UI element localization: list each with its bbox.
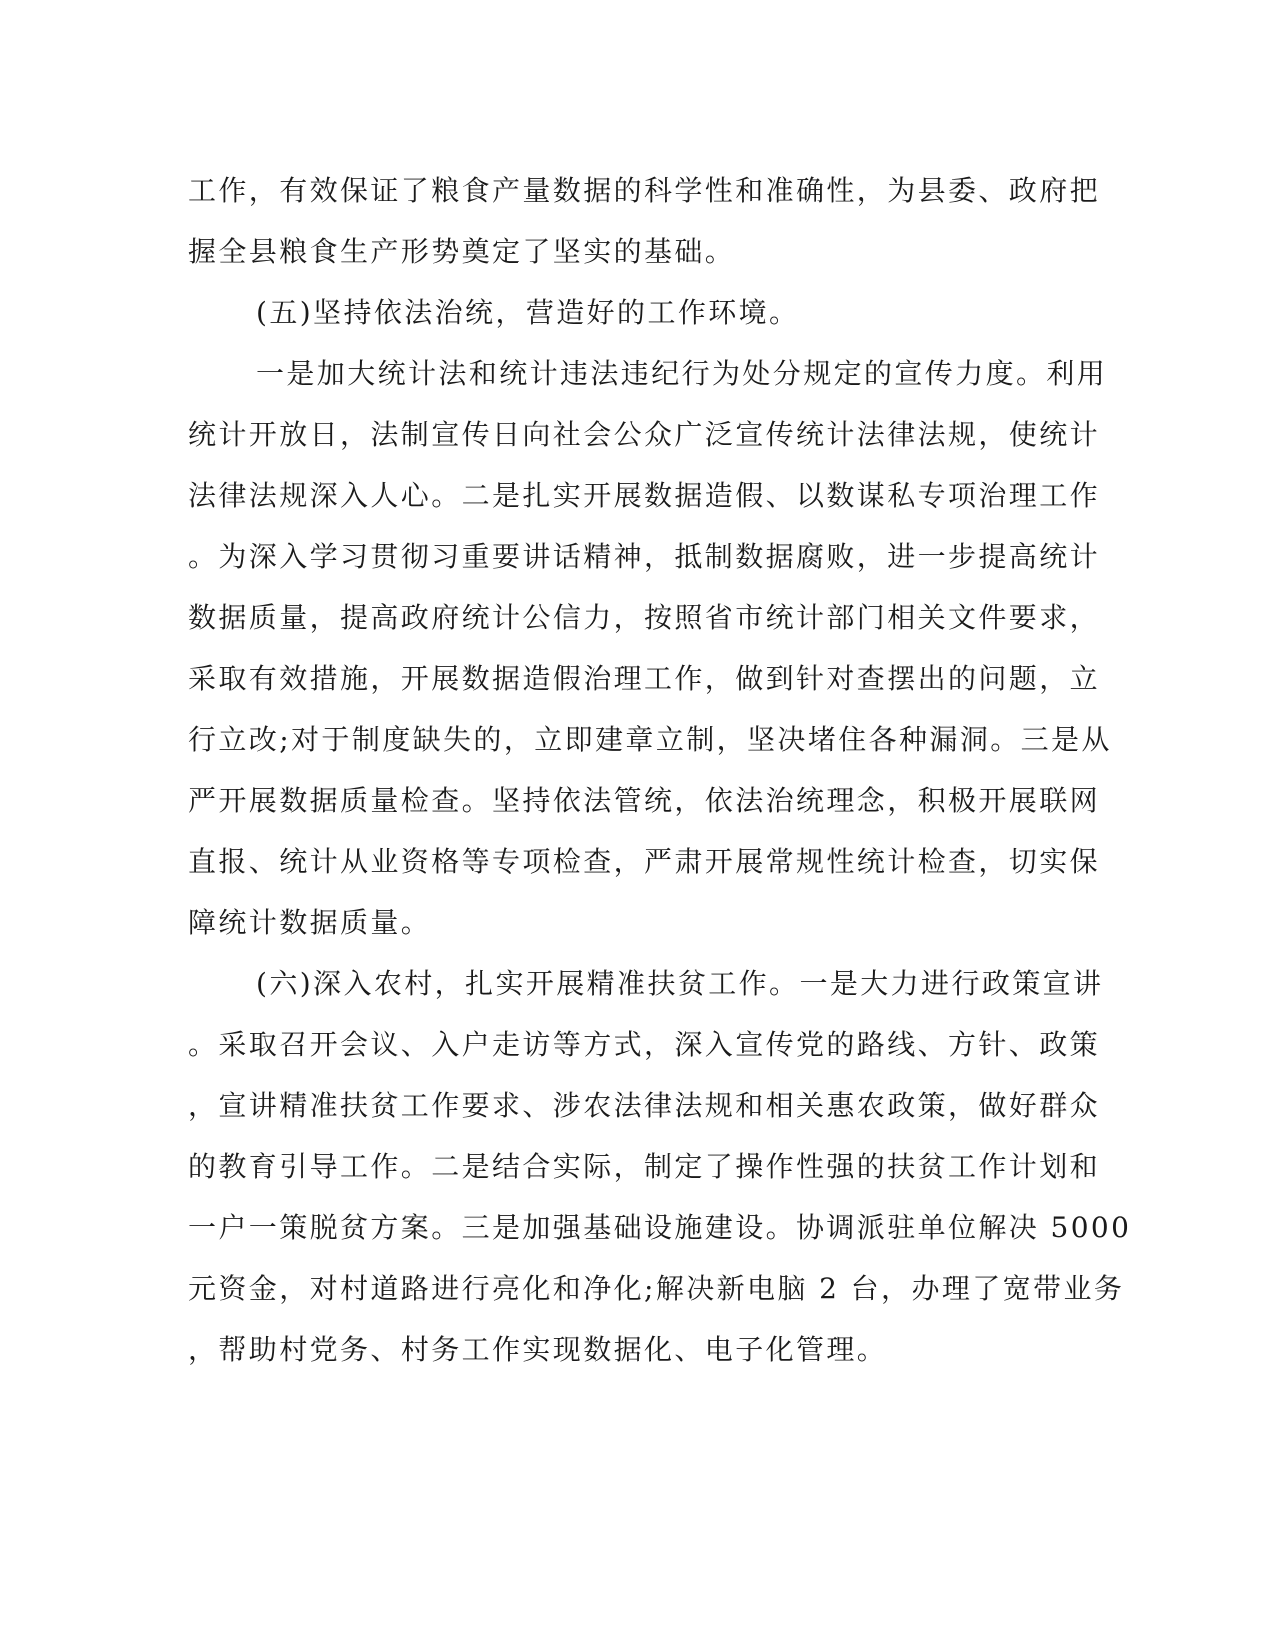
- text-line: 。采取召开会议、入户走访等方式，深入宣传党的路线、方针、政策: [188, 1028, 1101, 1061]
- text-line: ，宣讲精准扶贫工作要求、涉农法律法规和相关惠农政策，做好群众: [188, 1089, 1101, 1122]
- section-heading-six: (六)深入农村，扎实开展精准扶贫工作。一是大力进行政策宣讲: [256, 967, 1104, 1000]
- section-heading-five: (五)坚持依法治统，营造好的工作环境。: [256, 296, 800, 329]
- paragraph-start: 一是加大统计法和统计违法违纪行为处分规定的宣传力度。利用: [256, 357, 1108, 390]
- text-line: 严开展数据质量检查。坚持依法管统，依法治统理念，积极开展联网: [188, 784, 1101, 817]
- text-line: 统计开放日，法制宣传日向社会公众广泛宣传统计法律法规，使统计: [188, 418, 1101, 451]
- text-line: 障统计数据质量。: [188, 906, 432, 939]
- text-line: 。为深入学习贯彻习重要讲话精神，抵制数据腐败，进一步提高统计: [188, 540, 1101, 573]
- text-line: 的教育引导工作。二是结合实际，制定了操作性强的扶贫工作计划和: [188, 1150, 1101, 1183]
- text-line: 数据质量，提高政府统计公信力，按照省市统计部门相关文件要求，: [188, 601, 1101, 634]
- text-line: ，帮助村党务、村务工作实现数据化、电子化管理。: [188, 1333, 888, 1366]
- text-line: 行立改;对于制度缺失的，立即建章立制，坚决堵住各种漏洞。三是从: [188, 723, 1112, 756]
- text-line: 元资金，对村道路进行亮化和净化;解决新电脑 2 台，办理了宽带业务: [188, 1272, 1125, 1305]
- text-line: 握全县粮食生产形势奠定了坚实的基础。: [188, 235, 736, 268]
- text-line: 直报、统计从业资格等专项检查，严肃开展常规性统计检查，切实保: [188, 845, 1101, 878]
- body-text: [188, 160, 1132, 1380]
- text-line: 工作，有效保证了粮食产量数据的科学性和准确性，为县委、政府把: [188, 174, 1101, 207]
- text-line: 法律法规深入人心。二是扎实开展数据造假、以数谋私专项治理工作: [188, 479, 1101, 512]
- text-line: 一户一策脱贫方案。三是加强基础设施建设。协调派驻单位解决 5000: [188, 1211, 1132, 1244]
- text-line: 采取有效措施，开展数据造假治理工作，做到针对查摆出的问题，立: [188, 662, 1101, 695]
